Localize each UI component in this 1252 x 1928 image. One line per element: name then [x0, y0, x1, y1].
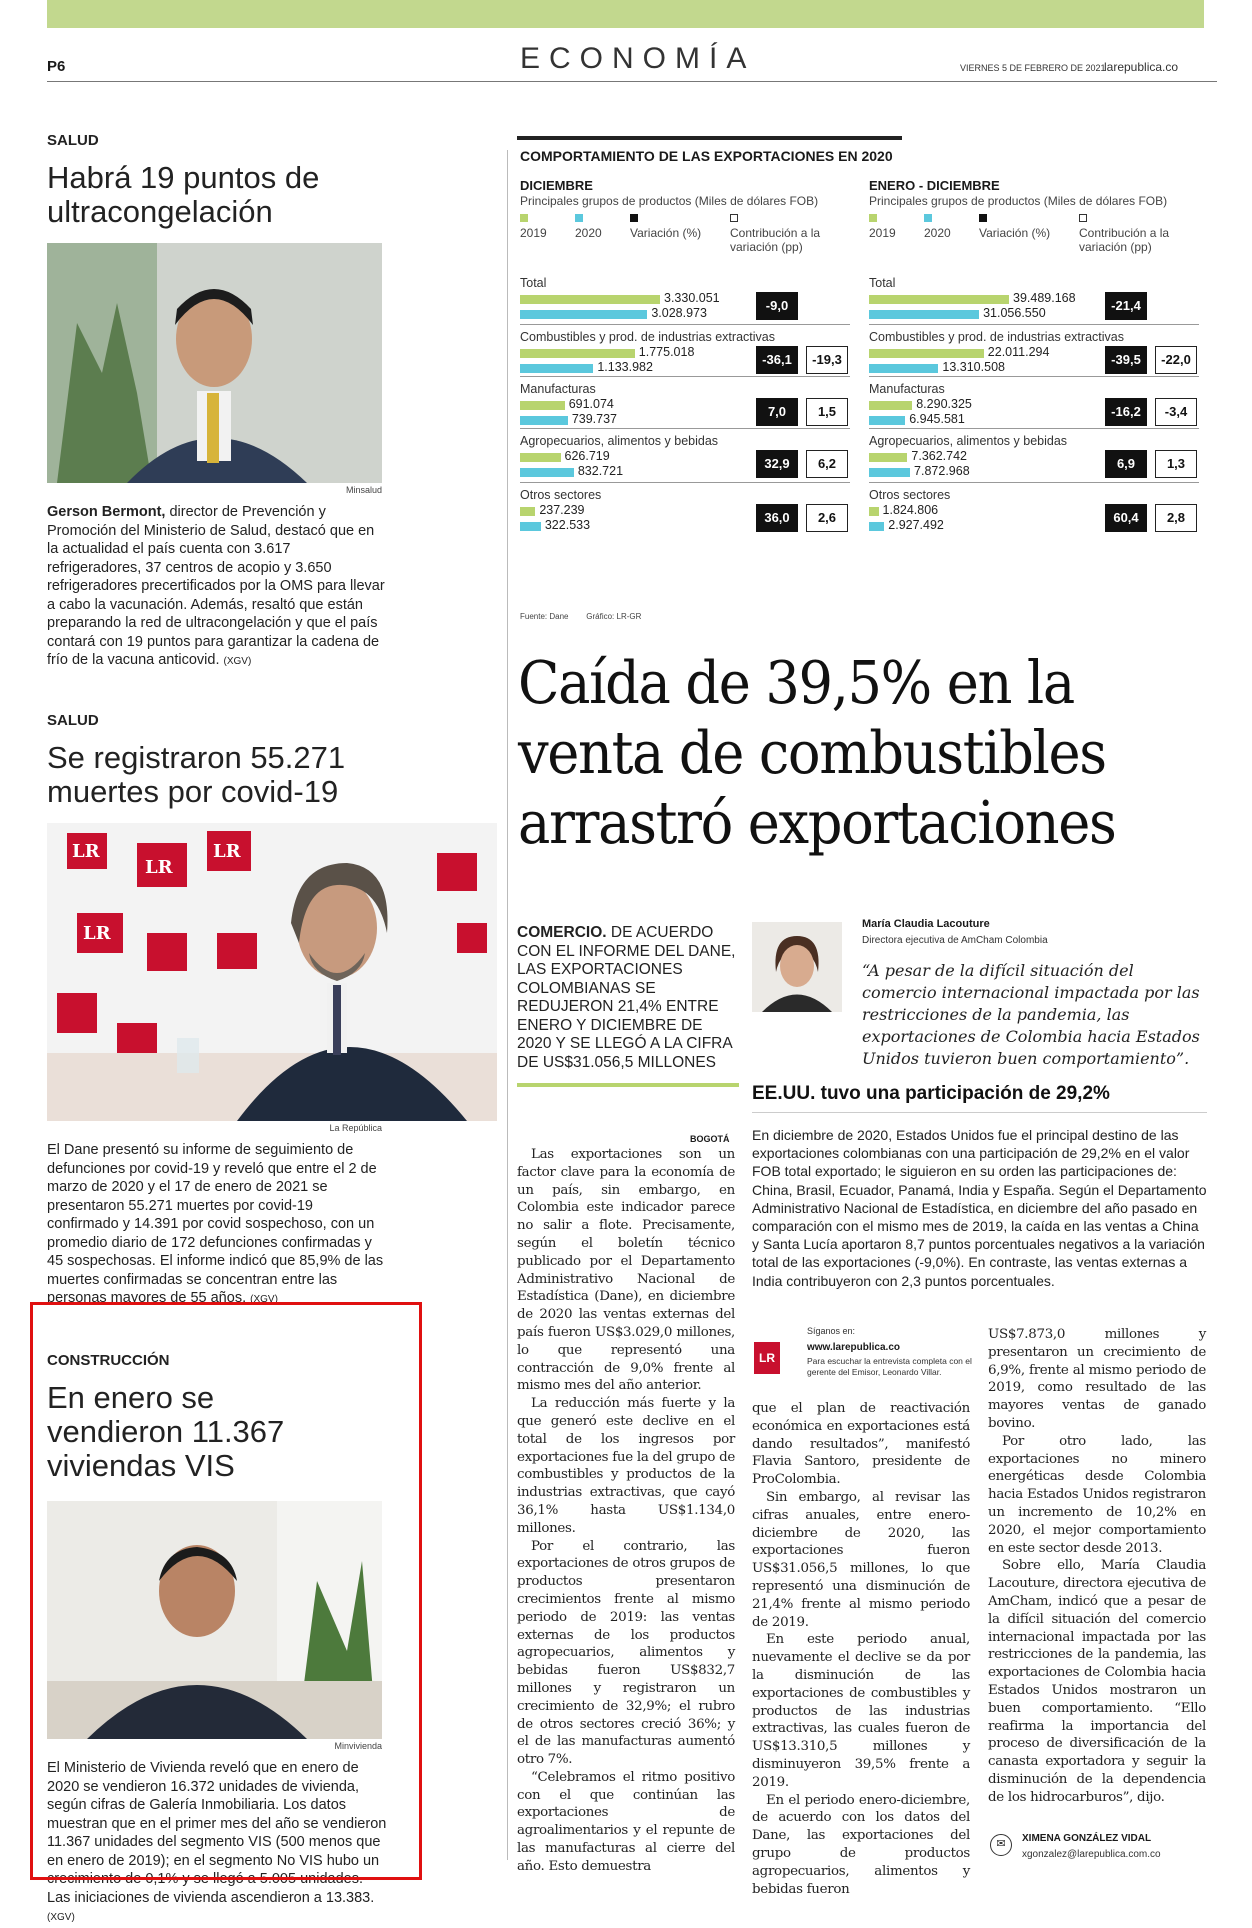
- category-label: Otros sectores: [869, 488, 951, 502]
- row-separator: [520, 428, 850, 429]
- bar-2020: [869, 416, 905, 425]
- paragraph: Por el contrario, las exportaciones de otros grupos de productos presentaron crecimientos frente al mismo periodo de 2019: las ventas externas de los productos agropecuarios, alimentos y bebidas fueron US$832,7 millones y registraron un crecimiento de 32,9%; el rubro de otros sectores creció 36%; y el de las manufacturas aumentó otro 7%.: [517, 1538, 735, 1768]
- lr-logo: LR: [213, 841, 241, 862]
- legend-item: [730, 214, 840, 254]
- variation-value: -9,0: [756, 292, 798, 320]
- quote-name: María Claudia Lacouture: [862, 918, 990, 930]
- contribution-value: 6,2: [806, 450, 848, 478]
- row-separator: [869, 482, 1199, 483]
- legend-item: [869, 214, 896, 240]
- paragraph: Sin embargo, al revisar las cifras anuales, entre enero-diciembre de 2020, las exportaciones fueron US$31.056,5 millones, lo que representó una disminución de 21,4% frente al mismo periodo de 2019.: [752, 1489, 970, 1630]
- row-separator: [520, 482, 850, 483]
- bar-value-2019: 3.330.051: [664, 291, 720, 305]
- contribution-value: -22,0: [1155, 346, 1197, 374]
- variation-value: 60,4: [1105, 504, 1147, 532]
- legend-swatch: [979, 214, 987, 222]
- sidebar-body: En diciembre de 2020, Estados Unidos fue el principal destino de las exportaciones colombianas con una participación de 29,2% en el valor FOB total exportado; le siguieron en su orden las participaciones de: China, Brasil, Ecuador, Panamá, India y España. Según el Departamento Administrativo Nacional de Estadística, en diciembre del año pasado en comparación con el mismo mes de 2019, la caída en las ventas a China y Santa Lucía aportaron 8,7 puntos porcentuales negativos a la variación total de las exportaciones (-9,0%). En contraste, las ventas externas a India contribuyeron con 2,3 puntos porcentuales.: [752, 1127, 1207, 1289]
- brief-muertes-covid: [47, 712, 497, 1332]
- bar-value-2019: 8.290.325: [916, 397, 972, 411]
- legend-item: [924, 214, 951, 240]
- variation-value: 32,9: [756, 450, 798, 478]
- legend-swatch: [520, 214, 528, 222]
- chart-source-text: Fuente: Dane: [520, 612, 569, 621]
- bar-2020: [869, 364, 938, 373]
- chart-legend: [520, 214, 850, 266]
- bar-value-2020: 739.737: [571, 412, 618, 426]
- photo-credit: Minsalud: [345, 485, 382, 495]
- legend-item: [575, 214, 602, 240]
- bar-2020: [869, 522, 884, 531]
- row-separator: [869, 324, 1199, 325]
- lr-logo: LR: [754, 1342, 780, 1374]
- bar-value-2020: 13.310.508: [942, 360, 1005, 374]
- bar-value-2020: 3.028.973: [651, 306, 707, 320]
- brief-tag: (XGV): [47, 1912, 75, 1923]
- contribution-value: 2,6: [806, 504, 848, 532]
- bar-value-2020: 2.927.492: [888, 518, 944, 532]
- category-label: Total: [520, 276, 547, 290]
- lr-logo: LR: [145, 857, 173, 878]
- bar-2020: [869, 310, 979, 319]
- issue-date: VIERNES 5 DE FEBRERO DE 2021: [960, 63, 1106, 73]
- legend-label: Contribución a la variación (pp): [730, 226, 821, 254]
- legend-item: [630, 214, 701, 240]
- legend-swatch: [924, 214, 932, 222]
- category-label: Combustibles y prod. de industrias extractivas: [869, 330, 1124, 344]
- chart-graphic-credit: Gráfico: LR-GR: [586, 612, 642, 621]
- paragraph: Por otro lado, las exportaciones no minero energéticas desde Colombia hacia Estados Unidos registraron un incremento de 10,2% en 2020, el mejor comportamiento en este sector desde 2013.: [988, 1433, 1206, 1556]
- section-title: ECONOMÍA: [520, 42, 756, 75]
- chart-source: [520, 612, 641, 621]
- deck-label: COMERCIO.: [517, 924, 607, 941]
- bar-2020: [869, 468, 910, 477]
- chart-panel-enero-diciembre: [869, 178, 1199, 618]
- bar-2020: [520, 416, 568, 425]
- brief-photo-bermont: [47, 243, 382, 483]
- row-separator: [869, 428, 1199, 429]
- paragraph: En el periodo enero-diciembre, de acuerdo con los datos del Dane, las exportaciones del grupo de productos agropecuarios, alimentos y bebidas fueron: [752, 1792, 970, 1897]
- quote-role: Directora ejecutiva de AmCham Colombia: [862, 935, 1048, 946]
- promo-text: Para escuchar la entrevista completa con el gerente del Emisor, Leonardo Villar.: [807, 1356, 972, 1377]
- article-column-2: [752, 1400, 970, 1898]
- bar-2019: [520, 349, 635, 358]
- category-label: Manufacturas: [520, 382, 596, 396]
- legend-swatch: [575, 214, 583, 222]
- bar-value-2019: 39.489.168: [1013, 291, 1076, 305]
- brief-body-text: El Ministerio de Vivienda reveló que en enero de 2020 se vendieron 16.372 unidades de vivienda, según cifras de Galería Inmobiliaria. Los datos muestran que en el primer mes del año se vendieron 11.367 unidades del segmento VIS (500 menos que en enero de 2019); en el segmento No VIS hubo un crecimiento de 0,1% y se llegó a 5.005 unidades. Las iniciaciones de vivienda ascendieron a 13.383.: [47, 1760, 387, 1906]
- contribution-value: 2,8: [1155, 504, 1197, 532]
- brief-body-text: director de Prevención y Promoción del Ministerio de Salud, destacó que en la actualidad el país cuenta con 3.617 refrigeradores, 37 centros de acopio y 3.650 refrigeradores precertificados por la OMS para llevar a cabo la vacunación. Además, resaltó que están preparando la red de ultracongelación y que el país contará con 19 puntos para garantizar la cadena de frío de la vacuna anticovid.: [47, 504, 385, 668]
- chart-legend: [869, 214, 1199, 266]
- bar-value-2020: 6.945.581: [909, 412, 965, 426]
- lr-logo: LR: [72, 841, 100, 862]
- legend-label: 2020: [575, 226, 602, 240]
- legend-swatch: [1079, 214, 1087, 222]
- bar-value-2019: 7.362.742: [911, 449, 967, 463]
- category-label: Manufacturas: [869, 382, 945, 396]
- portrait-illustration: [47, 243, 382, 483]
- bar-value-2019: 1.775.018: [638, 345, 695, 359]
- article-column-3: [988, 1326, 1206, 1807]
- contribution-value: 1,3: [1155, 450, 1197, 478]
- photo-credit: Minvivienda: [334, 1741, 382, 1751]
- deck-rule: [517, 1083, 739, 1087]
- paragraph: Sobre ello, María Claudia Lacouture, directora ejecutiva de AmCham, indicó que a pesar de la difícil situación del comercio internacional impactada por las restricciones de la pandemia, las exportaciones de Colombia hacia Estados Unidos mostraron un buen comportamiento. “Ello reafirma la importancia del proceso de diversificación de la canasta exportadora y seguir la disminución de la dependencia de los hidrocarburos”, dijo.: [988, 1558, 1206, 1805]
- category-label: Agropecuarios, alimentos y bebidas: [869, 434, 1068, 448]
- portrait-illustration: [47, 823, 497, 1121]
- bar-value-2020: 832.721: [577, 464, 624, 478]
- bar-2019: [869, 453, 907, 462]
- bar-2019: [869, 295, 1009, 304]
- bar-value-2020: 322.533: [544, 518, 591, 532]
- brief-body-lead: Gerson Bermont,: [47, 504, 166, 520]
- legend-swatch: [869, 214, 877, 222]
- column-divider: [507, 150, 508, 1860]
- legend-swatch: [630, 214, 638, 222]
- paragraph: US$7.873,0 millones y presentaron un crecimiento de 6,9%, frente al mismo periodo de 2019, como resultado de las mayores ventas de ganado bovino.: [988, 1327, 1206, 1431]
- bar-value-2019: 22.011.294: [987, 345, 1050, 359]
- bar-value-2019: 237.239: [539, 503, 585, 517]
- deck-text: DE ACUERDO CON EL INFORME DEL DANE, LAS EXPORTACIONES COLOMBIANAS SE REDUJERON 21,4% ENTRE ENERO Y DICIEMBRE DE 2020 Y SE LLEGÓ A LA CIFRA DE US$31.056,5 MILLONES: [517, 924, 736, 1071]
- bar-2019: [520, 507, 535, 516]
- highlight-frame: [30, 1302, 422, 1880]
- brief-title: Se registraron 55.271 muertes por covid-19: [47, 740, 346, 809]
- brief-body-text: El Dane presentó su informe de seguimiento de defunciones por covid-19 y reveló que entre el 2 de marzo de 2020 y el 17 de enero de 2021 se presentaron 55.271 muertes por covid-19 confirmado y 14.391 por covid sospechoso, con un promedio diario de 172 defunciones confirmadas y 45 sospechosas. El informe indicó que 85,9% de las muertes confirmadas se concentran entre las personas mayores de 55 años.: [47, 1142, 384, 1306]
- chart-title: COMPORTAMIENTO DE LAS EXPORTACIONES EN 2020: [520, 148, 893, 164]
- top-color-bar: [47, 0, 1204, 28]
- bar-2019: [520, 453, 561, 462]
- brief-photo-lr: [47, 823, 497, 1121]
- sidebar-subhead: EE.UU. tuvo una participación de 29,2%: [752, 1083, 1110, 1104]
- subhead-rule: [752, 1112, 1207, 1113]
- row-separator: [520, 376, 850, 377]
- legend-label: Contribución a la variación (pp): [1079, 226, 1170, 254]
- legend-label: 2019: [869, 226, 896, 240]
- exports-chart: [517, 136, 1202, 626]
- bar-2019: [869, 507, 879, 516]
- bar-2020: [520, 522, 541, 531]
- lr-logo: LR: [83, 923, 111, 944]
- variation-value: 6,9: [1105, 450, 1147, 478]
- row-separator: [869, 376, 1199, 377]
- bar-value-2019: 1.824.806: [882, 503, 939, 517]
- brief-kicker: SALUD: [47, 712, 99, 729]
- email-icon: ✉: [990, 1834, 1012, 1856]
- legend-item: [1079, 214, 1189, 254]
- panel-subtitle: Principales grupos de productos (Miles de dólares FOB): [520, 194, 819, 208]
- bar-value-2020: 31.056.550: [983, 306, 1046, 320]
- page-number: P6: [47, 58, 66, 75]
- variation-value: 7,0: [756, 398, 798, 426]
- brief-kicker: CONSTRUCCIÓN: [47, 1352, 170, 1369]
- header-rule: [47, 81, 1217, 82]
- dateline: BOGOTÁ: [690, 1134, 730, 1144]
- contribution-value: 1,5: [806, 398, 848, 426]
- paragraph: La reducción más fuerte y la que generó este declive en el total de los ingresos por exportaciones fue la del grupo de combustibles y productos de la industrias extractivas, que cayó 36,1% hasta US$1.134,0 millones.: [517, 1396, 735, 1536]
- brief-title: En enero se vendieron 11.367 viviendas VIS: [47, 1380, 285, 1483]
- legend-label: 2020: [924, 226, 951, 240]
- variation-value: -16,2: [1105, 398, 1147, 426]
- contribution-value: -19,3: [806, 346, 848, 374]
- legend-item: [520, 214, 547, 240]
- bar-2019: [520, 401, 565, 410]
- brief-tag: (XGV): [223, 656, 252, 667]
- bar-2019: [869, 349, 984, 358]
- legend-label: Variación (%): [979, 226, 1051, 240]
- paragraph: que el plan de reactivación económica en exportaciones está dando resultados”, manifestó Flavia Santoro, presidente de ProColombia.: [752, 1401, 970, 1488]
- article-deck: [517, 924, 739, 1072]
- variation-value: 36,0: [756, 504, 798, 532]
- bar-2020: [520, 310, 647, 319]
- bar-value-2020: 1.133.982: [597, 360, 653, 374]
- row-separator: [520, 324, 850, 325]
- bar-2019: [520, 295, 660, 304]
- panel-title: DICIEMBRE: [520, 178, 593, 193]
- article-column-1: [517, 1146, 735, 1876]
- panel-subtitle: Principales grupos de productos (Miles de dólares FOB): [869, 194, 1168, 208]
- panel-title: ENERO - DICIEMBRE: [869, 178, 1000, 193]
- category-label: Agropecuarios, alimentos y bebidas: [520, 434, 719, 448]
- site-url[interactable]: larepublica.co: [1104, 60, 1179, 74]
- portrait-illustration: [752, 922, 842, 1012]
- brief-kicker: SALUD: [47, 132, 99, 149]
- promo-follow: Síganos en:: [807, 1326, 856, 1336]
- brief-body: [47, 1141, 387, 1310]
- variation-value: -21,4: [1105, 292, 1147, 320]
- paragraph: Las exportaciones son un factor clave para la economía de un país, sin embargo, en Colombia este indicador parece no salir a flote. Precisamente, según el boletín técnico publicado por el Departamento Administrativo Nacional de Estadística (Dane), en diciembre de 2020 las ventas externas del país fueron US$3.029,0 millones, lo que representó una contracción de 9,0% frente al mismo mes del año anterior.: [517, 1147, 735, 1394]
- chart-top-rule: [517, 136, 902, 140]
- category-label: Otros sectores: [520, 488, 602, 502]
- legend-label: Variación (%): [630, 226, 702, 240]
- bar-value-2019: 691.074: [568, 397, 614, 411]
- quote-author-photo: [752, 922, 842, 1012]
- category-label: Combustibles y prod. de industrias extractivas: [520, 330, 775, 344]
- variation-value: -36,1: [756, 346, 798, 374]
- promo-url[interactable]: www.larepublica.co: [807, 1342, 900, 1353]
- paragraph: “Celebramos el ritmo positivo con el que continúan las exportaciones de agroalimentarios y el repunte de las manufacturas al cierre del año. Esto demuestra: [517, 1769, 735, 1874]
- author-email[interactable]: xgonzalez@larepublica.com.co: [1022, 1849, 1161, 1860]
- bar-2020: [520, 468, 574, 477]
- bar-value-2020: 7.872.968: [914, 464, 970, 478]
- brief-body: [47, 503, 387, 672]
- chart-panel-diciembre: [520, 178, 850, 618]
- bar-2020: [520, 364, 593, 373]
- article-headline: Caída de 39,5% en la venta de combustibles arrastró exportaciones: [518, 648, 1116, 857]
- author-name: XIMENA GONZÁLEZ VIDAL: [1022, 1833, 1152, 1844]
- contribution-value: -3,4: [1155, 398, 1197, 426]
- pull-quote: “A pesar de la difícil situación del comercio internacional impactada por las restricciones de la pandemia, las exportaciones de Colombia hacia Estados Unidos tuvieron buen comportamiento”.: [862, 961, 1200, 1068]
- bar-2019: [869, 401, 912, 410]
- brief-tag: (XGV): [250, 1294, 278, 1305]
- category-label: Total: [869, 276, 896, 290]
- photo-credit: La República: [329, 1123, 382, 1133]
- variation-value: -39,5: [1105, 346, 1147, 374]
- brief-ultracongelacion: [47, 132, 497, 692]
- legend-swatch: [730, 214, 738, 222]
- legend-label: 2019: [520, 226, 547, 240]
- legend-item: [979, 214, 1050, 240]
- paragraph: En este periodo anual, nuevamente el declive se da por la disminución de las exportaciones de combustibles y productos de las industrias extractivas, las cuales fueron de US$13.310,5 millones y disminuyeron 39,5% frente a 2019.: [752, 1632, 970, 1790]
- bar-value-2019: 626.719: [564, 449, 610, 463]
- brief-title: Habrá 19 puntos de ultracongelación: [47, 160, 320, 229]
